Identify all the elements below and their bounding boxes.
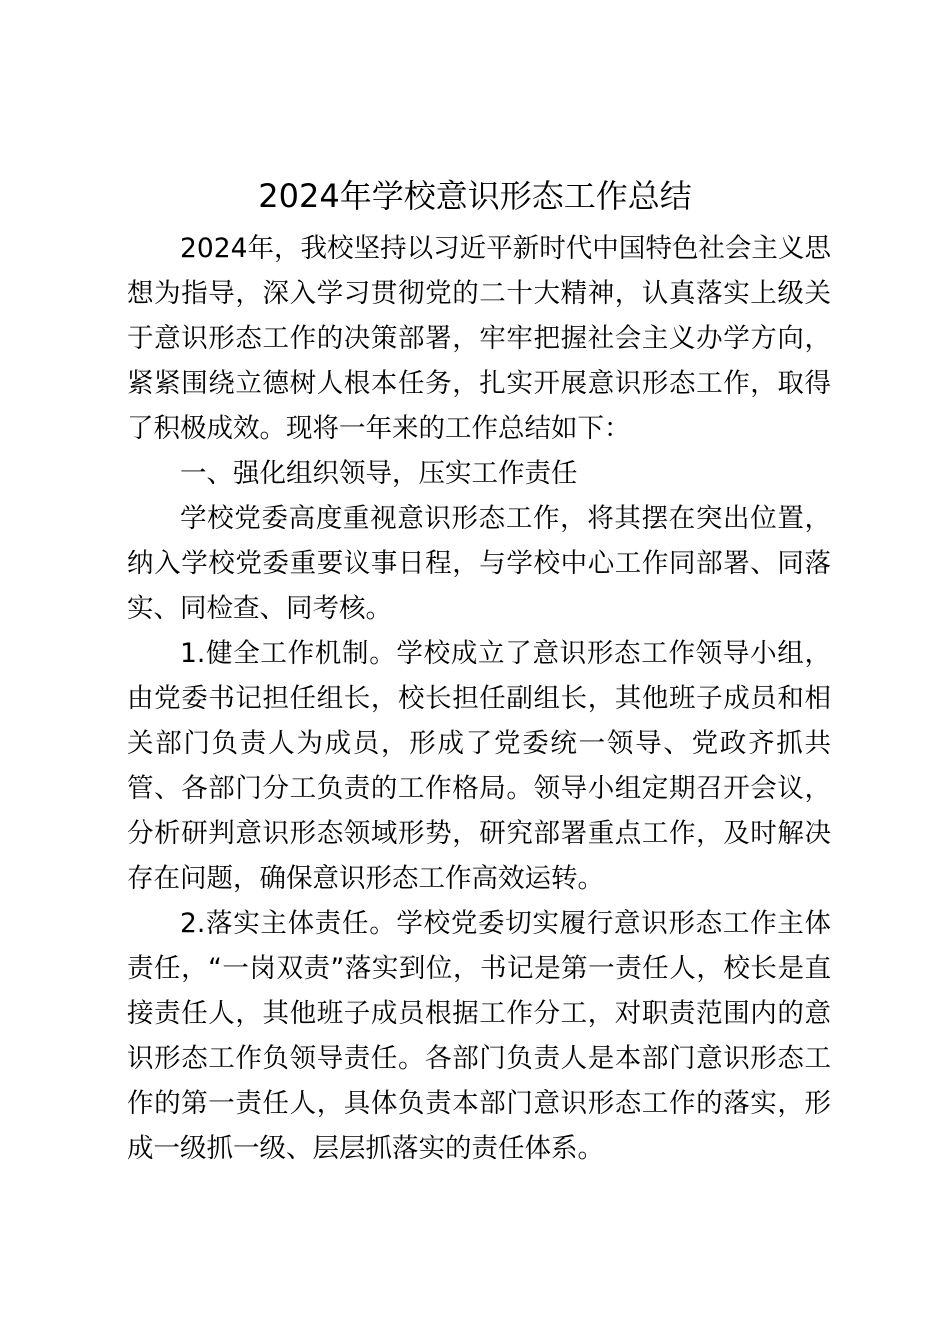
intro-paragraph: 2024年，我校坚持以习近平新时代中国特色社会主义思想为指导，深入学习贯彻党的二十大精神，认真落实上级关于意识形态工作的决策部署，牢牢把握社会主义办学方向，紧紧围绕立德树人根本任务，扎实开展意识形态工作，取得了积极成效。现将一年来的工作总结如下：	[127, 233, 831, 444]
section-1-paragraph: 学校党委高度重视意识形态工作，将其摆在突出位置，纳入学校党委重要议事日程，与学校中心工作同部署、同落实、同检查、同考核。	[127, 503, 831, 624]
item-2-paragraph: 2.落实主体责任。学校党委切实履行意识形态工作主体责任，“一岗双责”落实到位，书记是第一责任人，校长是直接责任人，其他班子成员根据工作分工，对职责范围内的意识形态工作负领导责任。各部门负责人是本部门意识形态工作的第一责任人，具体负责本部门意识形态工作的落实，形成一级抓一级、层层抓落实的责任体系。	[127, 908, 831, 1164]
document-title: 2024年学校意识形态工作总结	[258, 177, 692, 215]
section-heading-1: 一、强化组织领导，压实工作责任	[180, 458, 578, 489]
document-body	[127, 226, 831, 1171]
item-1-paragraph: 1.健全工作机制。学校成立了意识形态工作领导小组，由党委书记担任组长，校长担任副组长，其他班子成员和相关部门负责人为成员，形成了党委统一领导、党政齐抓共管、各部门分工负责的工作格局。领导小组定期召开会议，分析研判意识形态领域形势，研究部署重点工作，及时解决存在问题，确保意识形态工作高效运转。	[127, 638, 831, 894]
